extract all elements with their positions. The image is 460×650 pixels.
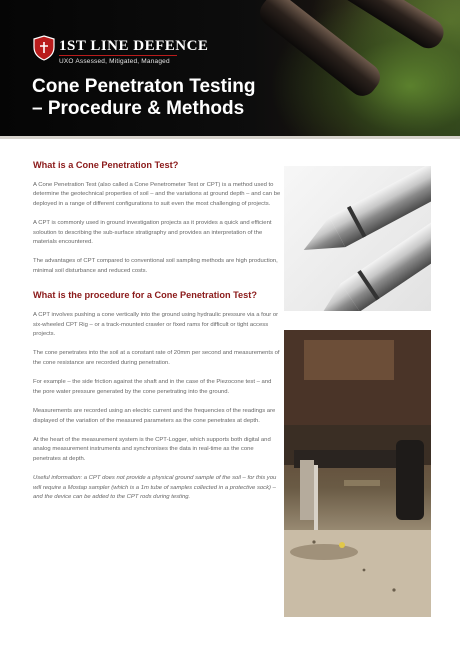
cpt-rig-photo — [284, 330, 431, 617]
steel-cone-tips-image — [284, 166, 431, 311]
paragraph: A CPT involves pushing a cone vertically into the ground using hydraulic pressure via a four or six-wheeled CPT Rig – or a track-mounted crawler or fixed rams for difficult or tight access projects. — [33, 312, 279, 338]
paragraph: At the heart of the measurement system is the CPT-Logger, which supports both digital and analog measurement instruments and synchronises the data in real-time as the cone penetrates at depth. — [33, 436, 271, 462]
paragraph: For example – the side friction against the shaft and in the case of the Piezocone test – and the pore water pressure generated by the cone penetrating into the ground. — [33, 379, 272, 395]
useful-information-note: Useful information: a CPT does not provide a physical ground sample of the soil – for this you will require a Mostap sampler (which is a 1m tube of samples collected in a protective sock) – and the device can be added to the CPT rods during testing. — [33, 475, 277, 500]
main-content — [33, 160, 281, 512]
page-title — [32, 76, 282, 120]
section-heading-procedure: What is the procedure for a Cone Penetration Test? — [33, 290, 257, 301]
paragraph: A Cone Penetration Test (also called a Cone Penetrometer Test or CPT) is a method used to determine the geotechnical properties of soil – and the variations at ground depth – and can be deployed in a range of different configurations to suit even the most challenging of projects. — [33, 182, 281, 207]
header-divider — [0, 136, 460, 139]
section-heading-what-is-cpt: What is a Cone Penetration Test? — [33, 160, 179, 170]
paragraph: The advantages of CPT compared to conventional soil sampling methods are high production, minimal soil disturbance and reduced costs. — [33, 258, 278, 274]
shield-logo-icon — [33, 35, 55, 61]
paragraph: A CPT is commonly used in ground investigation projects as it provides a quick and efficient soloution to describing the sub-surface stratigraphy and provides an interpretation of the materials encountered. — [33, 220, 272, 246]
title-line-2: – Procedure & Methods — [32, 98, 245, 119]
paragraph: The cone penetrates into the soil at a constant rate of 20mm per second and measurements of the cone resistance are recorded during penetration. — [33, 350, 280, 366]
logo-wordmark: 1ST LINE DEFENCE — [59, 38, 209, 54]
logo-tagline: UXO Assessed, Mitigated, Managed — [59, 58, 170, 65]
cpt-rig-image — [284, 330, 431, 617]
header-banner — [0, 0, 460, 136]
cone-tips-photo — [284, 166, 431, 311]
title-line-1: Cone Penetraton Testing — [32, 76, 256, 97]
logo-underline — [59, 55, 177, 56]
paragraph: Measurements are recorded using an electric current and the frequencies of the readings are displayed of the variation of the measured parameters as the cone penetrates at depth. — [33, 408, 276, 424]
